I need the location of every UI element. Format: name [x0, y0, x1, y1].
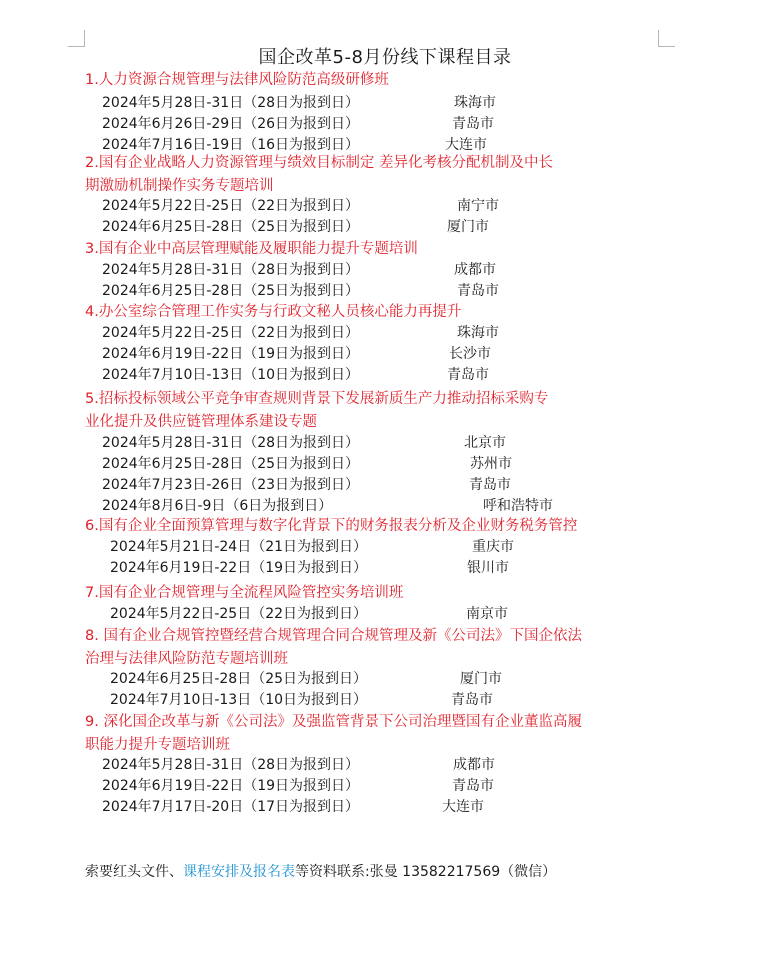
schedule-row [102, 433, 506, 454]
schedule-city: 青岛市 [452, 778, 494, 794]
schedule-city: 南京市 [466, 606, 508, 622]
schedule-row [102, 323, 499, 344]
schedule-row [102, 196, 499, 217]
schedule-row [102, 454, 512, 475]
schedule-city: 苏州市 [470, 456, 512, 472]
schedule-date: 2024年5月28日-31日（28日为报到日） [102, 757, 360, 773]
section-title-6: 6.国有企业全面预算管理与数字化背景下的财务报表分析及企业财务税务管控 [85, 518, 578, 534]
schedule-date: 2024年6月25日-28日（25日为报到日） [102, 219, 360, 235]
schedule-row [102, 93, 496, 114]
section-title-2-line-2: 期激励机制操作实务专题培训 [85, 178, 274, 194]
schedule-city: 银川市 [467, 560, 509, 576]
schedule-date: 2024年6月25日-28日（25日为报到日） [110, 671, 368, 687]
section-title-1: 1.人力资源合规管理与法律风险防范高级研修班 [85, 72, 389, 88]
schedule-row [102, 365, 489, 386]
schedule-date: 2024年5月28日-31日（28日为报到日） [102, 95, 360, 111]
schedule-city: 厦门市 [460, 671, 502, 687]
schedule-date: 2024年5月28日-31日（28日为报到日） [102, 262, 360, 278]
section-title-2-line-1: 2.国有企业战略人力资源管理与绩效目标制定 差异化考核分配机制及中长 [85, 155, 553, 171]
schedule-city: 珠海市 [454, 95, 496, 111]
schedule-city: 长沙市 [449, 346, 491, 362]
schedule-date: 2024年5月22日-25日（22日为报到日） [102, 198, 360, 214]
schedule-city: 大连市 [445, 137, 487, 153]
schedule-city: 珠海市 [457, 325, 499, 341]
section-title-7: 7.国有企业合规管理与全流程风险管控实务培训班 [85, 585, 404, 601]
schedule-date: 2024年5月21日-24日（21日为报到日） [110, 539, 368, 555]
schedule-date: 2024年6月19日-22日（19日为报到日） [102, 778, 360, 794]
schedule-city: 青岛市 [452, 116, 494, 132]
schedule-city: 青岛市 [447, 367, 489, 383]
schedule-row [110, 604, 508, 625]
section-title-9-line-1: 9. 深化国企改革与新《公司法》及强监管背景下公司治理暨国有企业董监高履 [85, 714, 582, 730]
schedule-row [110, 558, 509, 579]
section-title-4: 4.办公室综合管理工作实务与行政文秘人员核心能力再提升 [85, 304, 462, 320]
page-title: 国企改革5-8月份线下课程目录 [258, 47, 512, 68]
schedule-city: 青岛市 [469, 477, 511, 493]
schedule-date: 2024年6月25日-28日（25日为报到日） [102, 456, 360, 472]
schedule-row [102, 344, 491, 365]
section-title-8-line-2: 治理与法律风险防范专题培训班 [85, 651, 288, 667]
section-title-5-line-2: 业化提升及供应链管理体系建设专题 [85, 414, 317, 430]
schedule-row [110, 537, 514, 558]
schedule-date: 2024年6月19日-22日（19日为报到日） [110, 560, 368, 576]
schedule-row [102, 260, 496, 281]
schedule-date: 2024年7月23日-26日（23日为报到日） [102, 477, 360, 493]
course-schedule-link[interactable]: 课程安排及报名表 [183, 864, 295, 880]
schedule-row [102, 496, 553, 517]
schedule-date: 2024年6月25日-28日（25日为报到日） [102, 283, 360, 299]
section-title-5-line-1: 5.招标投标领域公平竞争审查规则背景下发展新质生产力推动招标采购专 [85, 391, 549, 407]
schedule-row [102, 776, 494, 797]
schedule-city: 青岛市 [451, 692, 493, 708]
schedule-city: 成都市 [454, 262, 496, 278]
schedule-city: 厦门市 [447, 219, 489, 235]
schedule-row [110, 669, 502, 690]
schedule-date: 2024年5月22日-25日（22日为报到日） [110, 606, 368, 622]
schedule-date: 2024年7月10日-13日（10日为报到日） [102, 367, 360, 383]
schedule-city: 重庆市 [472, 539, 514, 555]
schedule-date: 2024年7月16日-19日（16日为报到日） [102, 137, 360, 153]
schedule-city: 北京市 [464, 435, 506, 451]
schedule-date: 2024年8月6日-9日（6日为报到日） [102, 498, 333, 514]
schedule-city: 青岛市 [457, 283, 499, 299]
schedule-date: 2024年6月26日-29日（26日为报到日） [102, 116, 360, 132]
schedule-date: 2024年5月28日-31日（28日为报到日） [102, 435, 360, 451]
schedule-row [102, 755, 495, 776]
contact-footer [85, 861, 556, 881]
schedule-date: 2024年7月17日-20日（17日为报到日） [102, 799, 360, 815]
schedule-date: 2024年6月19日-22日（19日为报到日） [102, 346, 360, 362]
schedule-row [102, 217, 489, 238]
schedule-city: 成都市 [453, 757, 495, 773]
schedule-row [110, 690, 493, 711]
footer-prefix: 索要红头文件、 [85, 864, 183, 880]
section-title-3: 3.国有企业中高层管理赋能及履职能力提升专题培训 [85, 241, 418, 257]
section-title-9-line-2: 职能力提升专题培训班 [85, 737, 230, 753]
schedule-city: 大连市 [442, 799, 484, 815]
schedule-city: 南宁市 [457, 198, 499, 214]
footer-suffix: 等资料联系:张曼 13582217569（微信） [295, 864, 557, 880]
section-title-8-line-1: 8. 国有企业合规管控暨经营合规管理合同合规管理及新《公司法》下国企依法 [85, 628, 582, 644]
schedule-row [102, 797, 484, 818]
schedule-row [102, 281, 499, 302]
schedule-row [102, 475, 511, 496]
schedule-city: 呼和浩特市 [483, 498, 553, 514]
schedule-date: 2024年7月10日-13日（10日为报到日） [110, 692, 368, 708]
schedule-row [102, 114, 494, 135]
schedule-date: 2024年5月22日-25日（22日为报到日） [102, 325, 360, 341]
